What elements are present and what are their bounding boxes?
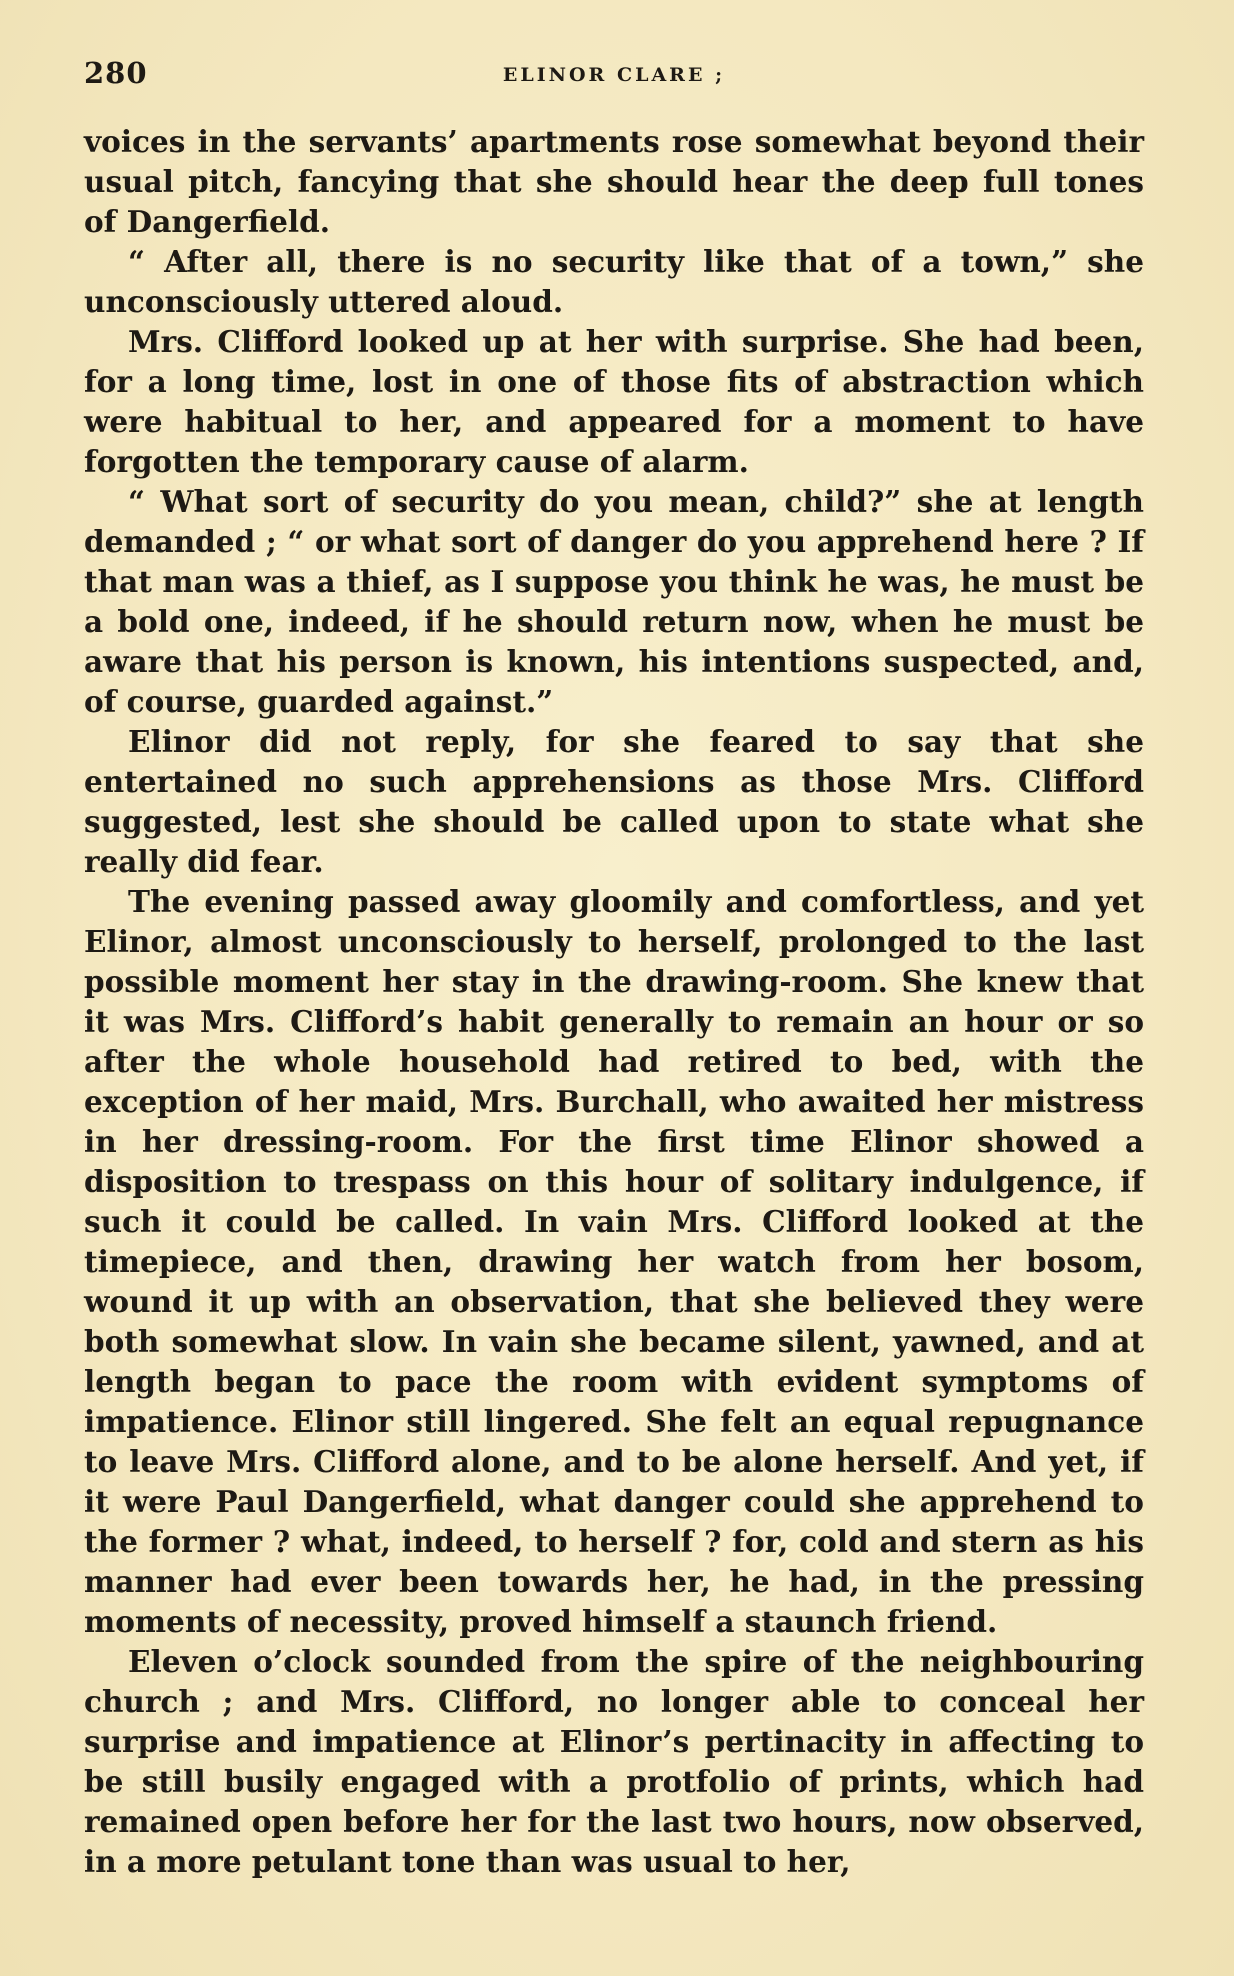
paragraph: “ What sort of security do you mean, child?” she at length demanded ; “ or what sort of danger do you apprehend here ? If that man was a thief, as I suppose you think he was, he must be a bold one, indeed, if he should return now, when he must be aware that his person is known, his intentions suspected, and, of course, guarded against.” bbox=[84, 484, 1144, 719]
page-header bbox=[84, 56, 1144, 106]
body-text bbox=[84, 122, 1144, 1882]
paragraph: Elinor did not reply, for she feared to say that she entertained no such apprehensions as those Mrs. Clifford suggested, lest she should be called upon to state what she really did fear. bbox=[84, 724, 1144, 879]
paragraph-continuation: voices in the servants’ apartments rose somewhat beyond their usual pitch, fancying that she should hear the deep full tones of Dangerfield. bbox=[84, 124, 1144, 239]
paragraph: “ After all, there is no security like that of a town,” she unconsciously uttered aloud. bbox=[84, 244, 1144, 319]
paragraph: The evening passed away gloomily and comfortless, and yet Elinor, almost unconsciously to herself, prolonged to the last possible moment her stay in the drawing-room. She knew that it was Mrs. Clifford’s habit generally to remain an hour or so after the whole household had retired to bed, with the exception of her maid, Mrs. Burchall, who awaited her mistress in her dressing-room. For the first time Elinor showed a disposition to trespass on this hour of solitary indulgence, if such it could be called. In vain Mrs. Clifford looked at the timepiece, and then, drawing her watch from her bosom, wound it up with an observation, that she believed they were both somewhat slow. In vain she became silent, yawned, and at length began to pace the room with evident symptoms of impatience. Elinor still lingered. She felt an equal repugnance to leave Mrs. Clifford alone, and to be alone herself. And yet, if it were Paul Dangerfield, what danger could she apprehend to the former ? what, indeed, to herself ? for, cold and stern as his manner had ever been towards her, he had, in the pressing moments of necessity, proved himself a staunch friend. bbox=[84, 884, 1144, 1639]
running-head: ELINOR CLARE ; bbox=[502, 64, 726, 86]
paragraph: Mrs. Clifford looked up at her with surprise. She had been, for a long time, lost in one of those fits of abstraction which were habitual to her, and appeared for a moment to have forgotten the temporary cause of alarm. bbox=[84, 324, 1144, 479]
page-number: 280 bbox=[84, 56, 148, 90]
paragraph: Eleven o’clock sounded from the spire of the neighbouring church ; and Mrs. Clifford, no longer able to conceal her surprise and impatience at Elinor’s pertinacity in affecting to be still busily engaged with a protfolio of prints, which had remained open before her for the last two hours, now observed, in a more petulant tone than was usual to her, bbox=[84, 1644, 1144, 1879]
